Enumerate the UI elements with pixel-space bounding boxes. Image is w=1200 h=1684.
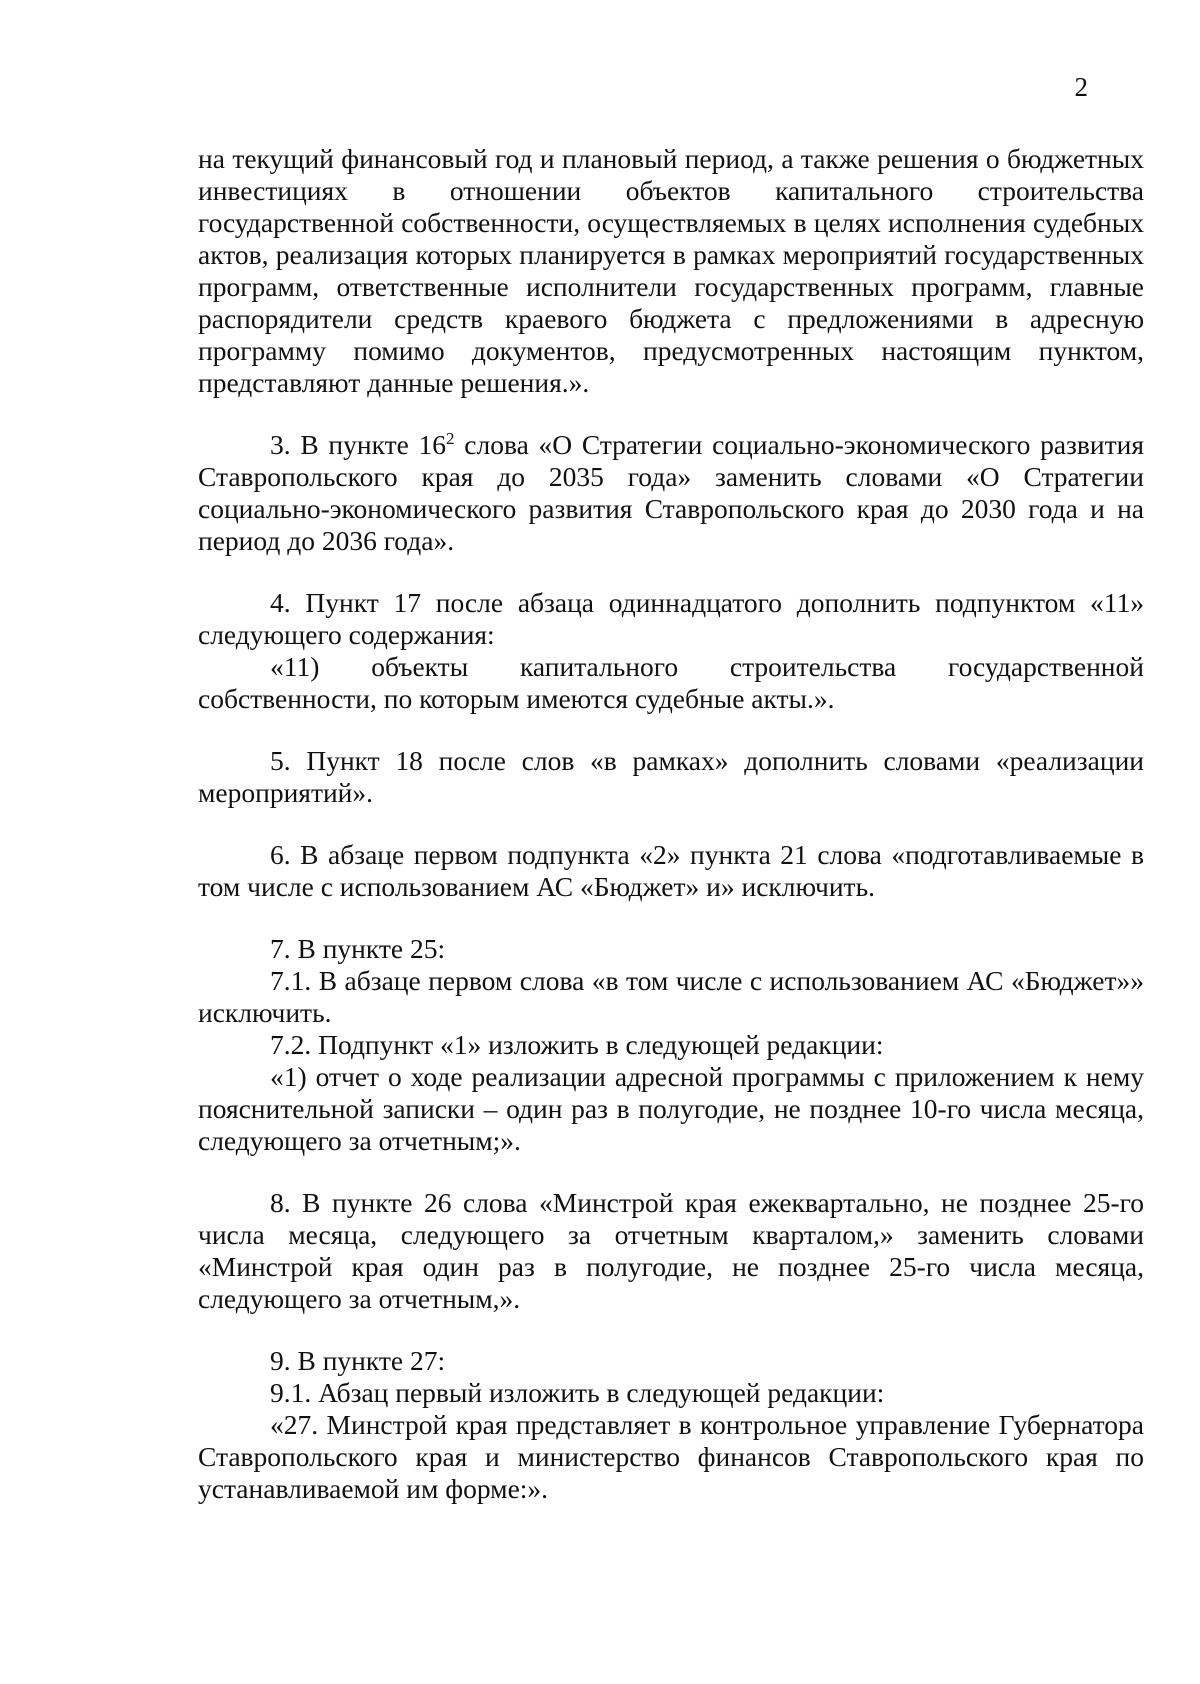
paragraph-continuation: на текущий финансовый год и плановый период, а также решения о бюджетных инвестициях в отношении объектов капитального строительства государственной собственности, осуществляемых в целях исполнения судебных актов, реализация которых планируется в рамках мероприятий государственных программ, ответственные исполнители государственных программ, главные распорядители средств краевого бюджета с предложениями в адресную программу помимо документов, предусмотренных настоящим пунктом, представляют данные решения.».	[198, 143, 1144, 398]
paragraph-item-5: 5. Пункт 18 после слов «в рамках» дополнить словами «реализации мероприятий».	[198, 745, 1144, 808]
item-3-text-start: 3. В пункте 16	[270, 429, 447, 460]
document-body	[198, 143, 1144, 1505]
paragraph-item-4-quote: «11) объекты капитального строительства государственной собственности, по которым имеются судебные акты.».	[198, 651, 1144, 714]
paragraph-item-7-2-quote: «1) отчет о ходе реализации адресной программы с приложением к нему пояснительной записки – один раз в полугодие, не позднее 10-го числа месяца, следующего за отчетным;».	[198, 1061, 1144, 1156]
paragraph-item-7-1: 7.1. В абзаце первом слова «в том числе с использованием АС «Бюджет»» исключить.	[198, 965, 1144, 1028]
item-3-text-end: слова «О Стратегии социально-экономического развития Ставропольского края до 2035 года» заменить словами «О Стратегии социально-экономического развития Ставропольского края до 2030 года и на период до 2036 года».	[198, 429, 1144, 556]
paragraph-item-4: 4. Пункт 17 после абзаца одиннадцатого дополнить подпунктом «11» следующего содержания:	[198, 587, 1144, 650]
paragraph-item-9: 9. В пункте 27:	[270, 1345, 446, 1376]
item-3-superscript: 2	[446, 428, 455, 448]
paragraph-item-3	[198, 429, 1144, 557]
paragraph-item-6: 6. В абзаце первом подпункта «2» пункта 21 слова «подготавливаемые в том числе с использованием АС «Бюджет» и» исключить.	[198, 839, 1144, 902]
paragraph-item-8: 8. В пункте 26 слова «Минстрой края ежеквартально, не позднее 25-го числа месяца, следующего за отчетным кварталом,» заменить словами «Минстрой края один раз в полугодие, не позднее 25-го числа месяца, следующего за отчетным,».	[198, 1187, 1144, 1314]
paragraph-item-9-1: 9.1. Абзац первый изложить в следующей редакции:	[270, 1377, 885, 1408]
paragraph-item-7: 7. В пункте 25:	[270, 933, 446, 964]
paragraph-item-9-1-quote: «27. Минстрой края представляет в контрольное управление Губернатора Ставропольского края и министерство финансов Ставропольского края по устанавливаемой им форме:».	[198, 1409, 1144, 1504]
paragraph-item-7-2: 7.2. Подпункт «1» изложить в следующей редакции:	[270, 1029, 884, 1060]
page-number: 2	[1074, 72, 1088, 102]
